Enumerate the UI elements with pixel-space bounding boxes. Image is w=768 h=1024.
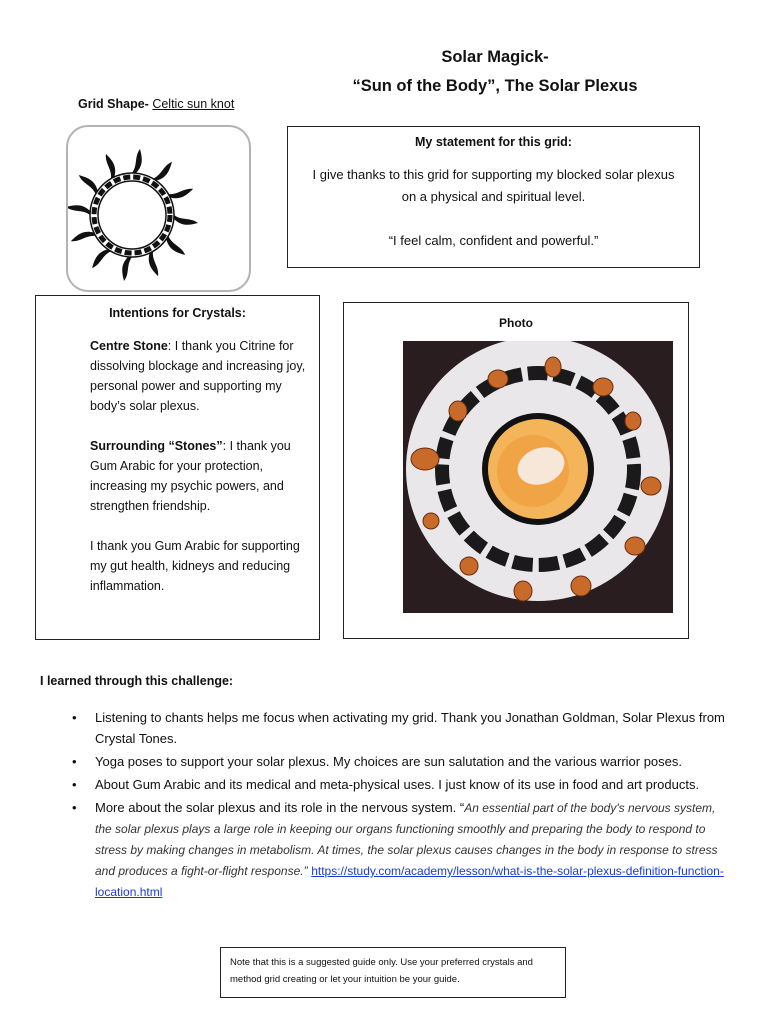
gum-arabic-text: I thank you Gum Arabic for supporting my gut health, kidneys and reducing inflammation. bbox=[90, 539, 300, 593]
list-item bbox=[72, 797, 732, 902]
list-item bbox=[72, 774, 732, 795]
bullet: • bbox=[72, 754, 77, 769]
study-link[interactable]: https://study.com/academy/lesson/what-is-the-solar-plexus-definition-function-location.html bbox=[95, 864, 724, 899]
crystal-grid-illustration bbox=[403, 341, 673, 613]
list-item-text: More about the solar plexus and its role in the nervous system. “ bbox=[95, 800, 465, 815]
learned-list bbox=[72, 707, 732, 904]
list-item bbox=[72, 751, 732, 772]
page-subtitle: “Sun of the Body”, The Solar Plexus bbox=[352, 77, 638, 95]
intentions-heading: Intentions for Crystals: bbox=[109, 306, 246, 320]
list-item-text: Listening to chants helps me focus when activating my grid. Thank you Jonathan Goldman, Solar Plexus from Crystal Tones. bbox=[95, 710, 725, 746]
list-item bbox=[72, 707, 732, 749]
centre-stone-desc: : I thank you Citrine for dissolving blockage and increasing joy, personal power and supporting my body’s solar plexus. bbox=[90, 339, 306, 413]
statement-box bbox=[287, 126, 700, 268]
learned-heading: I learned through this challenge: bbox=[40, 674, 234, 688]
grid-shape-value: Celtic sun knot bbox=[152, 97, 235, 111]
grid-shape-label: Grid Shape- bbox=[78, 97, 149, 111]
statement-quote: “I feel calm, confident and powerful.” bbox=[388, 233, 599, 248]
centre-stone-text bbox=[90, 336, 312, 416]
statement-heading: My statement for this grid: bbox=[415, 135, 572, 149]
note-text: Note that this is a suggested guide only. Use your preferred crystals and method grid creating or let your intuition be your guide. bbox=[230, 957, 533, 985]
list-item-text: Yoga poses to support your solar plexus. My choices are sun salutation and the various warrior poses. bbox=[95, 754, 683, 769]
intentions-box bbox=[35, 295, 320, 640]
centre-stone-label: Centre Stone bbox=[90, 339, 168, 353]
statement-line2: on a physical and spiritual level. bbox=[401, 189, 586, 204]
list-item-text: About Gum Arabic and its medical and meta-physical uses. I just know of its use in food and art products. bbox=[95, 777, 700, 792]
page-title: Solar Magick- bbox=[441, 48, 549, 66]
surrounding-stones-text bbox=[90, 436, 312, 516]
celtic-sun-knot-image bbox=[66, 125, 251, 292]
crystal-grid-photo bbox=[403, 341, 673, 613]
statement-line1: I give thanks to this grid for supporting my blocked solar plexus bbox=[312, 167, 675, 182]
celtic-sun-knot-icon bbox=[68, 127, 249, 290]
surrounding-stones-label: Surrounding “Stones” bbox=[90, 439, 223, 453]
photo-heading: Photo bbox=[499, 316, 533, 330]
surrounding-stones-desc: : I thank you Gum Arabic for your protection, increasing my psychic powers, and strengthen friendship. bbox=[90, 439, 291, 513]
grid-shape-line bbox=[78, 97, 234, 111]
solar-plexus-quote: An essential part of the body's nervous system, the solar plexus plays a large role in keeping our organs functioning smoothly and preparing the body to respond to stress by making changes in metabolism. At times, the solar plexus causes changes in the body in response to stress and produces a fight-or-flight response.” bbox=[95, 801, 718, 878]
bullet: • bbox=[72, 710, 77, 725]
note-box bbox=[220, 947, 566, 998]
bullet: • bbox=[72, 777, 77, 792]
bullet: • bbox=[72, 800, 77, 815]
